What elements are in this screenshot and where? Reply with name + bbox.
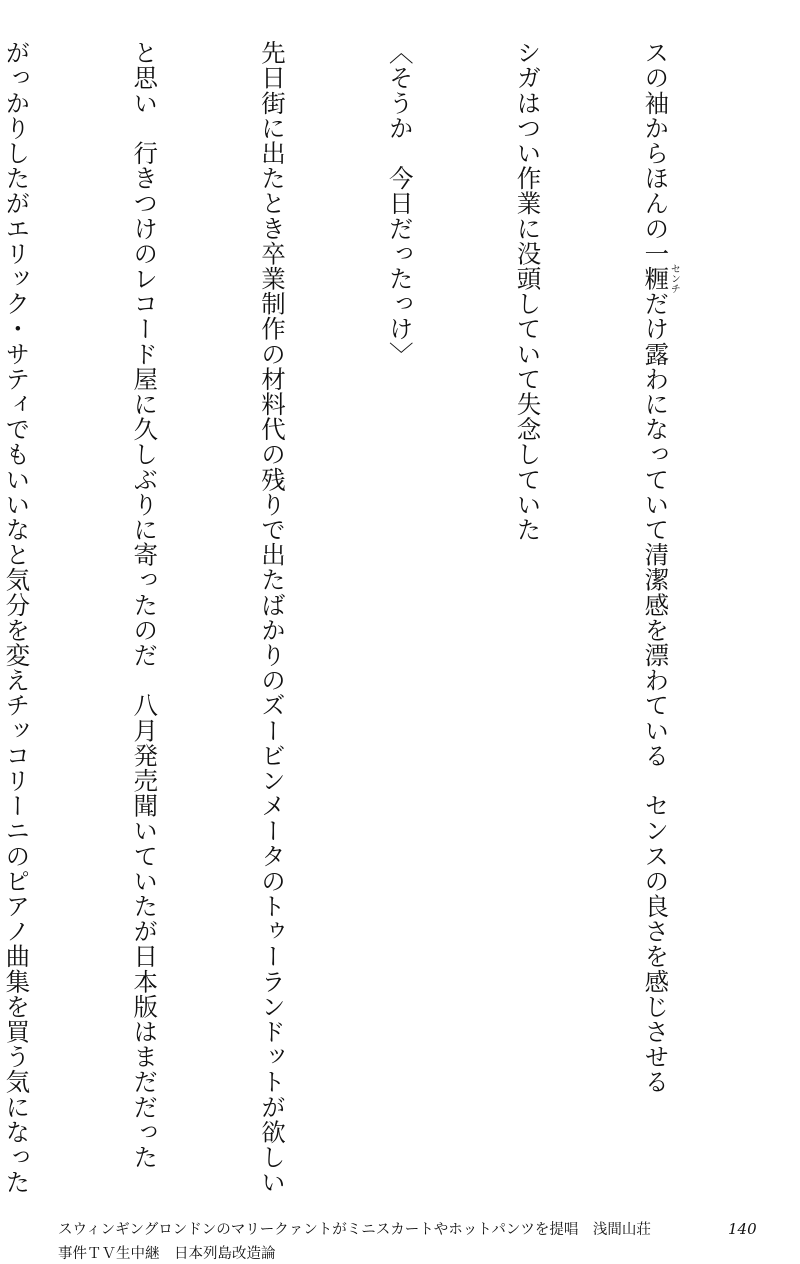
text-column-6: がっかりしたがエリック・サティでもいいなと気分を変えチッコリーニのピアノ曲集を買う気になった — [2, 40, 32, 1195]
page-number: 140 — [728, 1220, 757, 1238]
text-column-5: と思い 行きつけのレコード屋に久しぶりに寄ったのだ 八月発売聞いていたが日本版はまだだった — [130, 40, 160, 1170]
text-column-1: スの袖からほんの一糎センチだけ露わになっていて清潔感を漂わている センスの良さを感じさせる — [641, 40, 680, 1095]
text-column-2: シガはつい作業に没頭していて失念していた — [513, 40, 543, 542]
ruby-centimeter: 糎センチ — [641, 263, 680, 294]
footer-note: スウィンギングロンドンのマリークァントがミニスカートやホットパンツを提唱 浅間山荘 — [58, 1222, 651, 1238]
text-column-4: 先日街に出たとき卒業制作の材料代の残りで出たばかりのズービンメータのトゥーランドットが欲しい — [257, 40, 287, 1195]
footer-note-continued: 事件ＴＶ生中継 日本列島改造論 — [58, 1246, 276, 1262]
text-column-3: 〈そうか 今日だったっけ〉 — [385, 40, 415, 367]
vertical-body-text — [2, 40, 764, 1195]
